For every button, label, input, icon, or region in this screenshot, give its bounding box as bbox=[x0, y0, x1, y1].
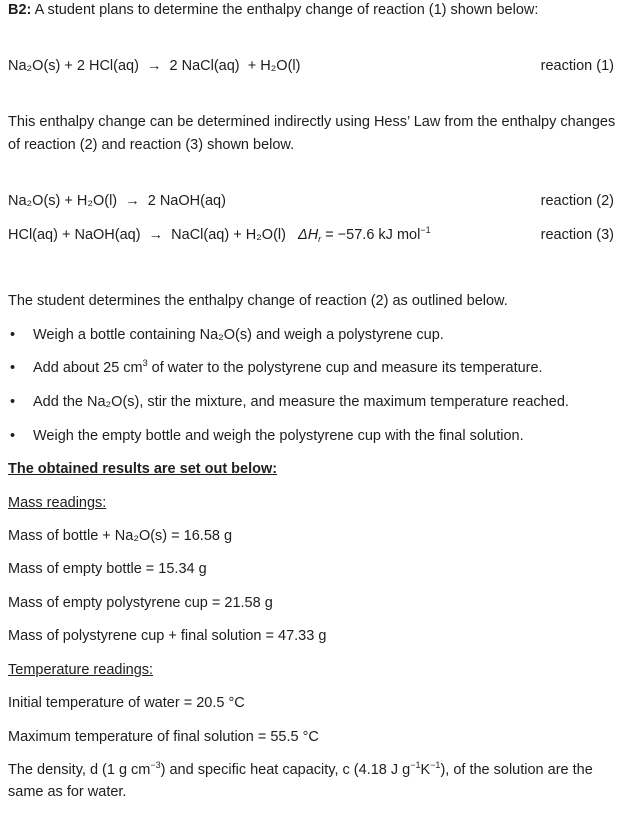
density-statement-line-2: same as for water. bbox=[8, 784, 127, 800]
bullet-icon: • bbox=[10, 428, 16, 444]
temperature-readings-heading: Temperature readings: bbox=[8, 662, 154, 678]
reaction-1-label: reaction (1) bbox=[540, 58, 614, 74]
results-heading: The obtained results are set out below: bbox=[8, 461, 278, 477]
mass-reading: Mass of bottle + Na₂O(s) = 16.58 g bbox=[8, 528, 233, 544]
enthalpy-value bbox=[298, 227, 431, 243]
step-1: Weigh a bottle containing Na₂O(s) and weigh a polystyrene cup. bbox=[33, 327, 444, 343]
mass-reading: Mass of empty polystyrene cup = 21.58 g bbox=[8, 595, 273, 611]
heat-capacity-exponent: −1 bbox=[410, 760, 421, 770]
reaction-3-label: reaction (3) bbox=[540, 227, 614, 243]
delta-h-value: = −57.6 kJ mol bbox=[321, 227, 421, 243]
step-2-exponent: 3 bbox=[142, 358, 148, 368]
step-2-text-rest: of water to the polystyrene cup and measure its temperature. bbox=[147, 360, 543, 376]
heat-capacity-exponent: −1 bbox=[430, 760, 441, 770]
reaction-2-equation: Na₂O(s) + H₂O(l) → 2 NaOH(aq) bbox=[8, 193, 226, 209]
step-2-text: Add about 25 cm bbox=[33, 360, 143, 376]
density-text: K bbox=[420, 762, 431, 778]
step-2 bbox=[33, 359, 543, 377]
question-number: B2: bbox=[8, 2, 32, 18]
density-text: The density, d (1 g cm bbox=[8, 762, 151, 778]
reaction-3-equation: HCl(aq) + NaOH(aq) → NaCl(aq) + H₂O(l) bbox=[8, 227, 286, 243]
delta-h-symbol: ΔH bbox=[297, 227, 319, 243]
reaction-3-line bbox=[8, 226, 431, 244]
density-text: ) and specific heat capacity, c (4.18 J g bbox=[160, 762, 411, 778]
density-exponent: −3 bbox=[150, 760, 161, 770]
temperature-reading: Maximum temperature of final solution = 55.5 °C bbox=[8, 729, 319, 745]
reaction-2-label: reaction (2) bbox=[540, 193, 614, 209]
intro-text: A student plans to determine the enthalpy change of reaction (1) shown below: bbox=[31, 2, 539, 18]
bullet-icon: • bbox=[10, 360, 16, 376]
delta-h-subscript: r bbox=[318, 234, 322, 244]
bullet-icon: • bbox=[10, 394, 16, 410]
temperature-reading: Initial temperature of water = 20.5 °C bbox=[8, 695, 245, 711]
hess-text-line-1: This enthalpy change can be determined indirectly using Hess’ Law from the enthalpy changes bbox=[8, 114, 616, 130]
mass-reading: Mass of polystyrene cup + final solution = 47.33 g bbox=[8, 628, 327, 644]
delta-h-unit-exponent: −1 bbox=[420, 225, 431, 235]
bullet-icon: • bbox=[10, 327, 16, 343]
method-intro: The student determines the enthalpy change of reaction (2) as outlined below. bbox=[8, 293, 508, 309]
mass-reading: Mass of empty bottle = 15.34 g bbox=[8, 561, 207, 577]
reaction-1-equation: Na₂O(s) + 2 HCl(aq) → 2 NaCl(aq) + H₂O(l) bbox=[8, 58, 301, 74]
density-text: ), of the solution are the bbox=[440, 762, 593, 778]
question-intro bbox=[8, 1, 538, 19]
density-statement bbox=[8, 761, 593, 779]
mass-readings-heading: Mass readings: bbox=[8, 495, 107, 511]
hess-text-line-2: of reaction (2) and reaction (3) shown below. bbox=[8, 137, 295, 153]
step-4: Weigh the empty bottle and weigh the polystyrene cup with the final solution. bbox=[33, 428, 524, 444]
step-3: Add the Na₂O(s), stir the mixture, and measure the maximum temperature reached. bbox=[33, 394, 569, 410]
